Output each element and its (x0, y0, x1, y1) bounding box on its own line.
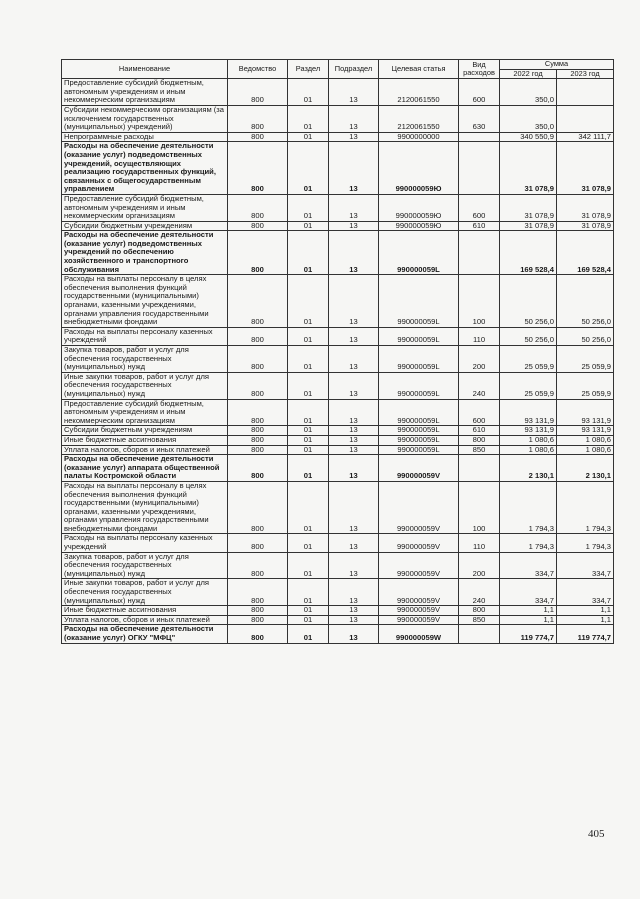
cell-ved: 800 (228, 579, 288, 606)
cell-razdel: 01 (288, 579, 329, 606)
cell-sum-2022: 50 256,0 (500, 275, 557, 328)
cell-ved: 800 (228, 221, 288, 231)
table-row (62, 399, 614, 426)
table-body (62, 79, 614, 643)
cell-ved: 800 (228, 625, 288, 643)
cell-celevaya: 2120061550 (379, 105, 459, 132)
cell-ved: 800 (228, 445, 288, 455)
cell-sum-2023: 1 794,3 (557, 481, 614, 534)
cell-podrazdel: 13 (329, 142, 379, 195)
cell-name: Субсидии бюджетным учреждениям (62, 426, 228, 436)
cell-name: Непрограммные расходы (62, 132, 228, 142)
cell-razdel: 01 (288, 132, 329, 142)
cell-ved: 800 (228, 435, 288, 445)
table-row (62, 552, 614, 579)
cell-sum-2022: 1,1 (500, 606, 557, 616)
cell-vid: 200 (459, 552, 500, 579)
cell-name: Предоставление субсидий бюджетным, автономным учреждениям и иным некоммерческим организациям (62, 79, 228, 106)
cell-podrazdel: 13 (329, 435, 379, 445)
cell-celevaya: 990000059Ю (379, 221, 459, 231)
cell-razdel: 01 (288, 481, 329, 534)
cell-razdel: 01 (288, 346, 329, 373)
header-year-2022: 2022 год (500, 69, 557, 79)
table-row (62, 426, 614, 436)
cell-podrazdel: 13 (329, 79, 379, 106)
cell-podrazdel: 13 (329, 552, 379, 579)
cell-sum-2022: 169 528,4 (500, 231, 557, 275)
cell-sum-2023: 1,1 (557, 606, 614, 616)
cell-ved: 800 (228, 372, 288, 399)
cell-sum-2022: 350,0 (500, 79, 557, 106)
cell-podrazdel: 13 (329, 625, 379, 643)
cell-celevaya: 990000059L (379, 435, 459, 445)
cell-razdel: 01 (288, 194, 329, 221)
cell-name: Закупка товаров, работ и услуг для обеспечения государственных (муниципальных) нужд (62, 346, 228, 373)
cell-celevaya: 990000059L (379, 399, 459, 426)
cell-celevaya: 990000059V (379, 579, 459, 606)
cell-sum-2022: 93 131,9 (500, 426, 557, 436)
cell-name: Расходы на выплаты персоналу в целях обеспечения выполнения функций государственными (муниципальными) органами, казенными учреждениями, органами управления государственными внебюджетными фондами (62, 275, 228, 328)
cell-vid (459, 142, 500, 195)
cell-razdel: 01 (288, 142, 329, 195)
cell-sum-2022: 1 794,3 (500, 534, 557, 552)
cell-razdel: 01 (288, 399, 329, 426)
table-row (62, 445, 614, 455)
cell-ved: 800 (228, 481, 288, 534)
cell-sum-2022: 25 059,9 (500, 346, 557, 373)
cell-ved: 800 (228, 327, 288, 345)
cell-sum-2023: 93 131,9 (557, 399, 614, 426)
cell-vid: 600 (459, 79, 500, 106)
cell-vid: 100 (459, 481, 500, 534)
cell-sum-2023: 25 059,9 (557, 372, 614, 399)
cell-sum-2022: 1 794,3 (500, 481, 557, 534)
cell-sum-2022: 2 130,1 (500, 455, 557, 482)
cell-name: Предоставление субсидий бюджетным, автономным учреждениям и иным некоммерческим организациям (62, 194, 228, 221)
cell-razdel: 01 (288, 534, 329, 552)
cell-podrazdel: 13 (329, 346, 379, 373)
cell-celevaya: 2120061550 (379, 79, 459, 106)
cell-podrazdel: 13 (329, 426, 379, 436)
cell-ved: 800 (228, 606, 288, 616)
cell-vid: 610 (459, 426, 500, 436)
table-row (62, 105, 614, 132)
table-header (62, 60, 614, 79)
cell-celevaya: 990000059V (379, 606, 459, 616)
cell-sum-2023: 1 080,6 (557, 435, 614, 445)
cell-sum-2022: 119 774,7 (500, 625, 557, 643)
cell-razdel: 01 (288, 221, 329, 231)
cell-sum-2023: 334,7 (557, 579, 614, 606)
cell-vid (459, 231, 500, 275)
cell-ved: 800 (228, 231, 288, 275)
cell-vid: 630 (459, 105, 500, 132)
cell-vid: 610 (459, 221, 500, 231)
cell-sum-2023: 169 528,4 (557, 231, 614, 275)
cell-name: Субсидии бюджетным учреждениям (62, 221, 228, 231)
cell-name: Расходы на обеспечение деятельности (оказание услуг) подведомственных учреждений, осуществляющих реализацию государственных функций, связанных с общегосударственным управлением (62, 142, 228, 195)
cell-vid (459, 455, 500, 482)
table-row (62, 79, 614, 106)
cell-podrazdel: 13 (329, 399, 379, 426)
cell-vid: 850 (459, 445, 500, 455)
cell-podrazdel: 13 (329, 275, 379, 328)
cell-podrazdel: 13 (329, 372, 379, 399)
cell-razdel: 01 (288, 435, 329, 445)
cell-name: Закупка товаров, работ и услуг для обеспечения государственных (муниципальных) нужд (62, 552, 228, 579)
cell-podrazdel: 13 (329, 231, 379, 275)
cell-ved: 800 (228, 399, 288, 426)
table-row (62, 327, 614, 345)
header-celevaya: Целевая статья (379, 60, 459, 79)
table-row (62, 481, 614, 534)
header-podrazdel: Подраздел (329, 60, 379, 79)
cell-razdel: 01 (288, 606, 329, 616)
cell-podrazdel: 13 (329, 327, 379, 345)
table-row (62, 455, 614, 482)
cell-celevaya: 990000059V (379, 481, 459, 534)
table-row (62, 615, 614, 625)
cell-celevaya: 990000059V (379, 455, 459, 482)
cell-vid: 240 (459, 579, 500, 606)
cell-podrazdel: 13 (329, 615, 379, 625)
table-row (62, 372, 614, 399)
cell-vid: 240 (459, 372, 500, 399)
table-row (62, 435, 614, 445)
cell-sum-2022: 25 059,9 (500, 372, 557, 399)
cell-razdel: 01 (288, 445, 329, 455)
cell-sum-2023 (557, 79, 614, 106)
cell-ved: 800 (228, 132, 288, 142)
cell-celevaya: 990000059V (379, 534, 459, 552)
cell-sum-2023: 31 078,9 (557, 142, 614, 195)
cell-sum-2023: 93 131,9 (557, 426, 614, 436)
cell-sum-2022: 50 256,0 (500, 327, 557, 345)
table-row (62, 132, 614, 142)
cell-sum-2022: 93 131,9 (500, 399, 557, 426)
cell-name: Иные закупки товаров, работ и услуг для обеспечения государственных (муниципальных) нужд (62, 372, 228, 399)
cell-sum-2022: 340 550,9 (500, 132, 557, 142)
header-year-2023: 2023 год (557, 69, 614, 79)
cell-name: Иные бюджетные ассигнования (62, 606, 228, 616)
cell-razdel: 01 (288, 615, 329, 625)
cell-razdel: 01 (288, 275, 329, 328)
cell-celevaya: 990000059V (379, 615, 459, 625)
cell-sum-2022: 31 078,9 (500, 221, 557, 231)
budget-table (61, 59, 614, 644)
cell-name: Расходы на выплаты персоналу казенных учреждений (62, 327, 228, 345)
cell-celevaya: 990000059Ю (379, 142, 459, 195)
cell-sum-2023: 1 080,6 (557, 445, 614, 455)
table-row (62, 579, 614, 606)
cell-razdel: 01 (288, 625, 329, 643)
header-summa: Сумма (500, 60, 614, 70)
cell-sum-2022: 1 080,6 (500, 445, 557, 455)
cell-podrazdel: 13 (329, 221, 379, 231)
cell-sum-2023: 1 794,3 (557, 534, 614, 552)
cell-sum-2022: 1,1 (500, 615, 557, 625)
cell-sum-2023: 119 774,7 (557, 625, 614, 643)
cell-ved: 800 (228, 105, 288, 132)
cell-celevaya: 990000059L (379, 231, 459, 275)
cell-ved: 800 (228, 275, 288, 328)
cell-razdel: 01 (288, 552, 329, 579)
table-row (62, 275, 614, 328)
cell-name: Расходы на обеспечение деятельности (оказание услуг) ОГКУ "МФЦ" (62, 625, 228, 643)
header-name: Наименование (62, 60, 228, 79)
cell-vid: 110 (459, 534, 500, 552)
cell-celevaya: 990000059L (379, 327, 459, 345)
cell-podrazdel: 13 (329, 579, 379, 606)
cell-sum-2023: 25 059,9 (557, 346, 614, 373)
cell-vid: 600 (459, 399, 500, 426)
cell-sum-2023: 342 111,7 (557, 132, 614, 142)
cell-ved: 800 (228, 615, 288, 625)
cell-celevaya: 990000059V (379, 552, 459, 579)
cell-name: Расходы на обеспечение деятельности (оказание услуг) подведомственных учреждений по обеспечению хозяйственного и транспортного обслуживания (62, 231, 228, 275)
table-row (62, 194, 614, 221)
cell-sum-2022: 1 080,6 (500, 435, 557, 445)
cell-podrazdel: 13 (329, 105, 379, 132)
cell-podrazdel: 13 (329, 194, 379, 221)
cell-name: Расходы на выплаты персоналу казенных учреждений (62, 534, 228, 552)
cell-ved: 800 (228, 426, 288, 436)
table-row (62, 346, 614, 373)
table-row (62, 625, 614, 643)
cell-celevaya: 990000059Ю (379, 194, 459, 221)
header-ved: Ведомство (228, 60, 288, 79)
cell-sum-2023: 50 256,0 (557, 327, 614, 345)
cell-name: Иные закупки товаров, работ и услуг для обеспечения государственных (муниципальных) нужд (62, 579, 228, 606)
cell-ved: 800 (228, 79, 288, 106)
cell-name: Уплата налогов, сборов и иных платежей (62, 615, 228, 625)
cell-vid: 110 (459, 327, 500, 345)
cell-sum-2022: 350,0 (500, 105, 557, 132)
cell-name: Иные бюджетные ассигнования (62, 435, 228, 445)
table-row (62, 231, 614, 275)
header-vid: Вид расходов (459, 60, 500, 79)
table-row (62, 534, 614, 552)
cell-vid: 850 (459, 615, 500, 625)
cell-name: Субсидии некоммерческим организациям (за исключением государственных (муниципальных) учреждений) (62, 105, 228, 132)
cell-name: Уплата налогов, сборов и иных платежей (62, 445, 228, 455)
cell-ved: 800 (228, 552, 288, 579)
cell-ved: 800 (228, 534, 288, 552)
cell-razdel: 01 (288, 372, 329, 399)
cell-sum-2023: 31 078,9 (557, 194, 614, 221)
cell-vid (459, 625, 500, 643)
cell-podrazdel: 13 (329, 481, 379, 534)
cell-celevaya: 990000059L (379, 275, 459, 328)
table-row (62, 142, 614, 195)
cell-sum-2022: 334,7 (500, 579, 557, 606)
cell-celevaya: 990000059L (379, 445, 459, 455)
cell-celevaya: 990000059L (379, 346, 459, 373)
cell-sum-2023: 334,7 (557, 552, 614, 579)
cell-vid (459, 132, 500, 142)
cell-podrazdel: 13 (329, 534, 379, 552)
cell-podrazdel: 13 (329, 455, 379, 482)
cell-razdel: 01 (288, 79, 329, 106)
cell-podrazdel: 13 (329, 606, 379, 616)
cell-razdel: 01 (288, 105, 329, 132)
cell-sum-2022: 31 078,9 (500, 194, 557, 221)
cell-vid: 600 (459, 194, 500, 221)
table-row (62, 606, 614, 616)
cell-ved: 800 (228, 455, 288, 482)
cell-podrazdel: 13 (329, 132, 379, 142)
cell-sum-2023: 31 078,9 (557, 221, 614, 231)
cell-sum-2022: 334,7 (500, 552, 557, 579)
cell-sum-2023 (557, 105, 614, 132)
cell-vid: 200 (459, 346, 500, 373)
page-number: 405 (588, 828, 605, 840)
cell-name: Расходы на выплаты персоналу в целях обеспечения выполнения функций государственными (муниципальными) органами, казенными учреждениями, органами управления государственными внебюджетными фондами (62, 481, 228, 534)
cell-razdel: 01 (288, 455, 329, 482)
header-razdel: Раздел (288, 60, 329, 79)
cell-vid: 800 (459, 606, 500, 616)
cell-ved: 800 (228, 142, 288, 195)
cell-ved: 800 (228, 194, 288, 221)
cell-name: Предоставление субсидий бюджетным, автономным учреждениям и иным некоммерческим организациям (62, 399, 228, 426)
cell-sum-2023: 50 256,0 (557, 275, 614, 328)
cell-ved: 800 (228, 346, 288, 373)
cell-sum-2023: 2 130,1 (557, 455, 614, 482)
cell-celevaya: 990000059L (379, 426, 459, 436)
cell-celevaya: 990000059W (379, 625, 459, 643)
cell-razdel: 01 (288, 327, 329, 345)
cell-sum-2023: 1,1 (557, 615, 614, 625)
cell-celevaya: 990000059L (379, 372, 459, 399)
cell-sum-2022: 31 078,9 (500, 142, 557, 195)
cell-vid: 800 (459, 435, 500, 445)
cell-razdel: 01 (288, 426, 329, 436)
cell-razdel: 01 (288, 231, 329, 275)
cell-vid: 100 (459, 275, 500, 328)
cell-name: Расходы на обеспечение деятельности (оказание услуг) аппарата общественной палаты Костромской области (62, 455, 228, 482)
cell-podrazdel: 13 (329, 445, 379, 455)
cell-celevaya: 9900000000 (379, 132, 459, 142)
table-row (62, 221, 614, 231)
